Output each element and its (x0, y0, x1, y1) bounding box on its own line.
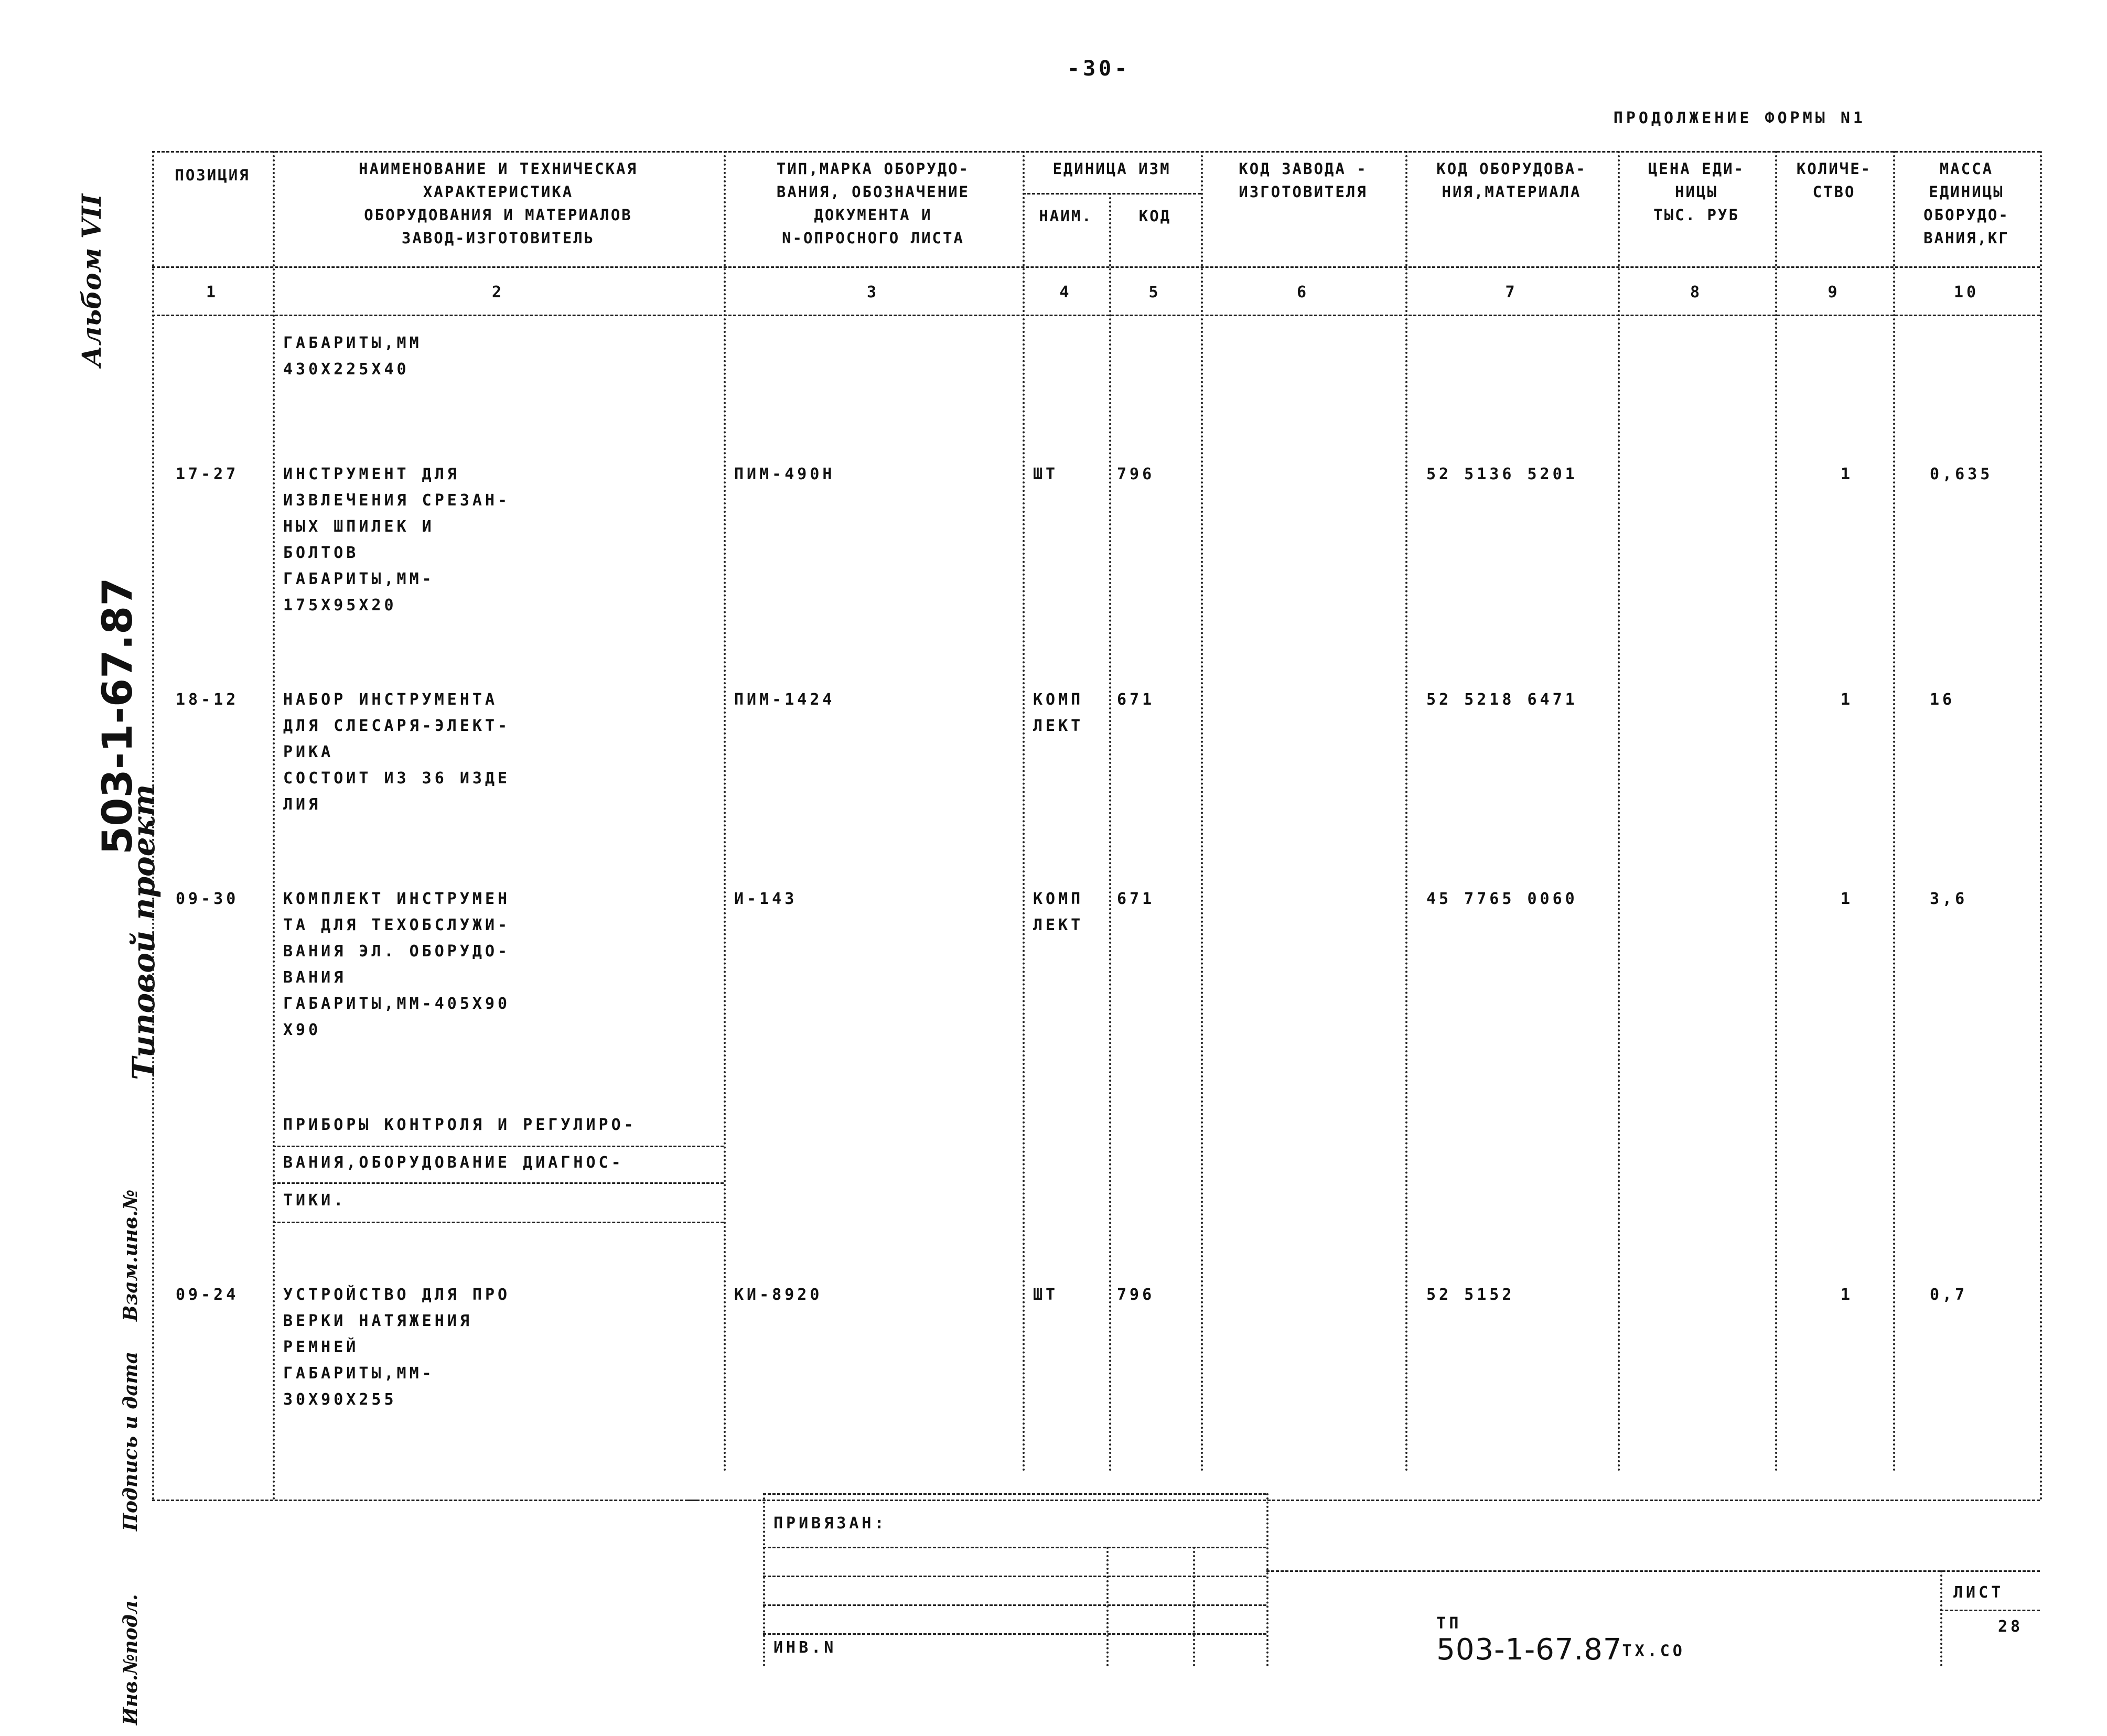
col-num-4: 4 (1059, 283, 1072, 301)
col-sep-2 (724, 151, 726, 1472)
stamp-sep-c (1193, 1547, 1195, 1666)
stamp-sep-a (763, 1493, 765, 1666)
col-num-1: 1 (206, 283, 219, 301)
col-border-left (152, 151, 154, 1501)
stamp-sheet-line (1940, 1610, 2040, 1611)
stamp-sheet-number: 28 (1998, 1618, 2024, 1636)
row-5-qty: 1 (1841, 1286, 1854, 1304)
row-1-qty: 1 (1841, 465, 1854, 483)
col-sep-6 (1405, 151, 1407, 1472)
header-bottom-border (152, 266, 2040, 268)
row-5-mass: 0,7 (1930, 1286, 1968, 1304)
row-2-unit: КОМП ЛЕКТ (1033, 691, 1084, 735)
row-2-qty: 1 (1841, 691, 1854, 709)
col-header-unit-code: КОД (1138, 207, 1171, 225)
stamp-line-2 (763, 1547, 1266, 1548)
col-header-mass: МАССА ЕДИНИЦЫ ОБОРУДО- ВАНИЯ,КГ (1923, 160, 2009, 247)
row-1-position: 17-27 (176, 465, 239, 483)
col-num-5: 5 (1148, 283, 1162, 301)
row-5-type: КИ-8920 (734, 1286, 823, 1304)
col-num-3: 3 (866, 283, 880, 301)
row-1-unit: ШТ (1033, 465, 1059, 483)
col-header-unit: ЕДИНИЦА ИЗМ (1052, 160, 1171, 178)
stamp-doc-prefix: ТП (1436, 1614, 1462, 1633)
col-header-name: НАИМЕНОВАНИЕ И ТЕХНИЧЕСКАЯ ХАРАКТЕРИСТИКА ОБОРУДОВАНИЯ И МАТЕРИАЛОВ ЗАВОД-ИЗГОТОВИТЕЛЬ (359, 160, 638, 247)
row-2-position: 18-12 (176, 691, 239, 709)
col-header-plant-code: КОД ЗАВОДА - ИЗГОТОВИТЕЛЯ (1239, 160, 1368, 201)
stamp-sheet-label: ЛИСТ (1953, 1583, 2004, 1602)
stamp-doc-code: 503-1-67.87 (1436, 1633, 1622, 1667)
col-header-material-code: КОД ОБОРУДОВА- НИЯ,МАТЕРИАЛА (1436, 160, 1587, 201)
replace-inv-label: Взам.инв.№ (120, 1189, 142, 1321)
album-label: Альбом VII (76, 193, 107, 367)
stamp-top-line (763, 1493, 1266, 1495)
row-5-material-code: 52 5152 (1426, 1286, 1515, 1304)
row-2-name: НАБОР ИНСТРУМЕНТА ДЛЯ СЛЕСАРЯ-ЭЛЕКТ- РИКА СОСТОИТ ИЗ 36 ИЗДЕ ЛИЯ (283, 691, 511, 814)
row-2-mass: 16 (1930, 691, 1955, 709)
stamp-sep-b (1106, 1547, 1109, 1666)
row-2-unit-code: 671 (1117, 691, 1155, 709)
table-bottom-border-right (687, 1500, 2040, 1501)
unit-subheader-line (1023, 193, 1201, 195)
form-continuation-label: ПРОДОЛЖЕНИЕ ФОРМЫ N1 (1613, 109, 1866, 127)
row-2-type: ПИМ-1424 (734, 691, 835, 709)
row-3-type: И-143 (734, 890, 798, 908)
stamp-sep-d (1266, 1493, 1268, 1666)
row-2-material-code: 52 5218 6471 (1426, 691, 1578, 709)
row-3-material-code: 45 7765 0060 (1426, 890, 1578, 908)
stamp-line-4 (763, 1604, 1266, 1606)
col-sep-4 (1109, 193, 1111, 1472)
row-3-mass: 3,6 (1930, 890, 1968, 908)
col-sep-9 (1893, 151, 1895, 1472)
row-1-mass: 0,635 (1930, 465, 1993, 483)
col-border-right (2040, 151, 2042, 1501)
row-5-unit: ШТ (1033, 1286, 1059, 1304)
col-sep-8 (1775, 151, 1777, 1472)
section-line-3 (273, 1222, 724, 1223)
row-5-name: УСТРОЙСТВО ДЛЯ ПРО ВЕРКИ НАТЯЖЕНИЯ РЕМНЕЙ ГАБАРИТЫ,ММ- 30Х90Х255 (283, 1286, 511, 1409)
col-num-10: 10 (1953, 283, 1980, 301)
col-header-unit-name: НАИМ. (1039, 207, 1093, 225)
row-1-unit-code: 796 (1117, 465, 1155, 483)
stamp-line-5 (763, 1633, 1266, 1635)
col-sep-5 (1201, 151, 1203, 1472)
table-bottom-border (152, 1500, 697, 1501)
section-heading: ПРИБОРЫ КОНТРОЛЯ И РЕГУЛИРО- ВАНИЯ,ОБОРУДОВАНИЕ ДИАГНОС- ТИКИ. (283, 1116, 637, 1210)
col-sep-3 (1023, 151, 1025, 1472)
row-3-position: 09-30 (176, 890, 239, 908)
col-num-6: 6 (1296, 283, 1310, 301)
col-sep-7 (1618, 151, 1620, 1472)
row-5-unit-code: 796 (1117, 1286, 1155, 1304)
col-header-type: ТИП,МАРКА ОБОРУДО- ВАНИЯ, ОБОЗНАЧЕНИЕ ДОКУМЕНТА И N-ОПРОСНОГО ЛИСТА (776, 160, 970, 247)
col-num-2: 2 (491, 283, 505, 301)
inv-original-label: Инв.№подл. (120, 1594, 142, 1725)
row-3-unit: КОМП ЛЕКТ (1033, 890, 1084, 934)
col-num-8: 8 (1690, 283, 1703, 301)
page-number: -30- (1067, 57, 1131, 81)
row-0-name: ГАБАРИТЫ,ММ 430Х225Х40 (283, 334, 422, 379)
col-num-7: 7 (1505, 283, 1518, 301)
stamp-sep-e (1940, 1570, 1942, 1666)
stamp-document-code (1426, 1604, 1685, 1667)
row-5-position: 09-24 (176, 1286, 239, 1304)
stamp-right-top-line (1266, 1570, 2040, 1572)
row-3-name: КОМПЛЕКТ ИНСТРУМЕН ТА ДЛЯ ТЕХОБСЛУЖИ- ВАНИЯ ЭЛ. ОБОРУДО- ВАНИЯ ГАБАРИТЫ,ММ-405Х90 Х90 (283, 890, 511, 1039)
col-num-9: 9 (1828, 283, 1841, 301)
stamp-inv-label: ИНВ.N (773, 1638, 837, 1657)
col-header-price: ЦЕНА ЕДИ- НИЦЫ ТЫС. РУБ (1648, 160, 1745, 224)
project-code: 503-1-67.87 (94, 577, 142, 855)
row-3-unit-code: 671 (1117, 890, 1155, 908)
project-label: Типовой проект (126, 784, 162, 1080)
row-1-name: ИНСТРУМЕНТ ДЛЯ ИЗВЛЕЧЕНИЯ СРЕЗАН- НЫХ ШПИЛЕК И БОЛТОВ ГАБАРИТЫ,ММ- 175Х95Х20 (283, 465, 511, 614)
signature-date-label: Подпись и дата (120, 1351, 142, 1531)
stamp-doc-suffix: ТХ.СО (1622, 1642, 1685, 1660)
row-1-material-code: 52 5136 5201 (1426, 465, 1578, 483)
stamp-line-3 (763, 1576, 1266, 1577)
stamp-bound-label: ПРИВЯЗАН: (773, 1514, 887, 1533)
row-3-qty: 1 (1841, 890, 1854, 908)
col-sep-1 (273, 151, 275, 1501)
colnum-bottom-border (152, 315, 2040, 316)
table-top-border (152, 151, 2040, 153)
col-header-position: ПОЗИЦИЯ (175, 166, 250, 184)
row-1-type: ПИМ-490Н (734, 465, 835, 483)
col-header-qty: КОЛИЧЕ- СТВО (1796, 160, 1872, 201)
